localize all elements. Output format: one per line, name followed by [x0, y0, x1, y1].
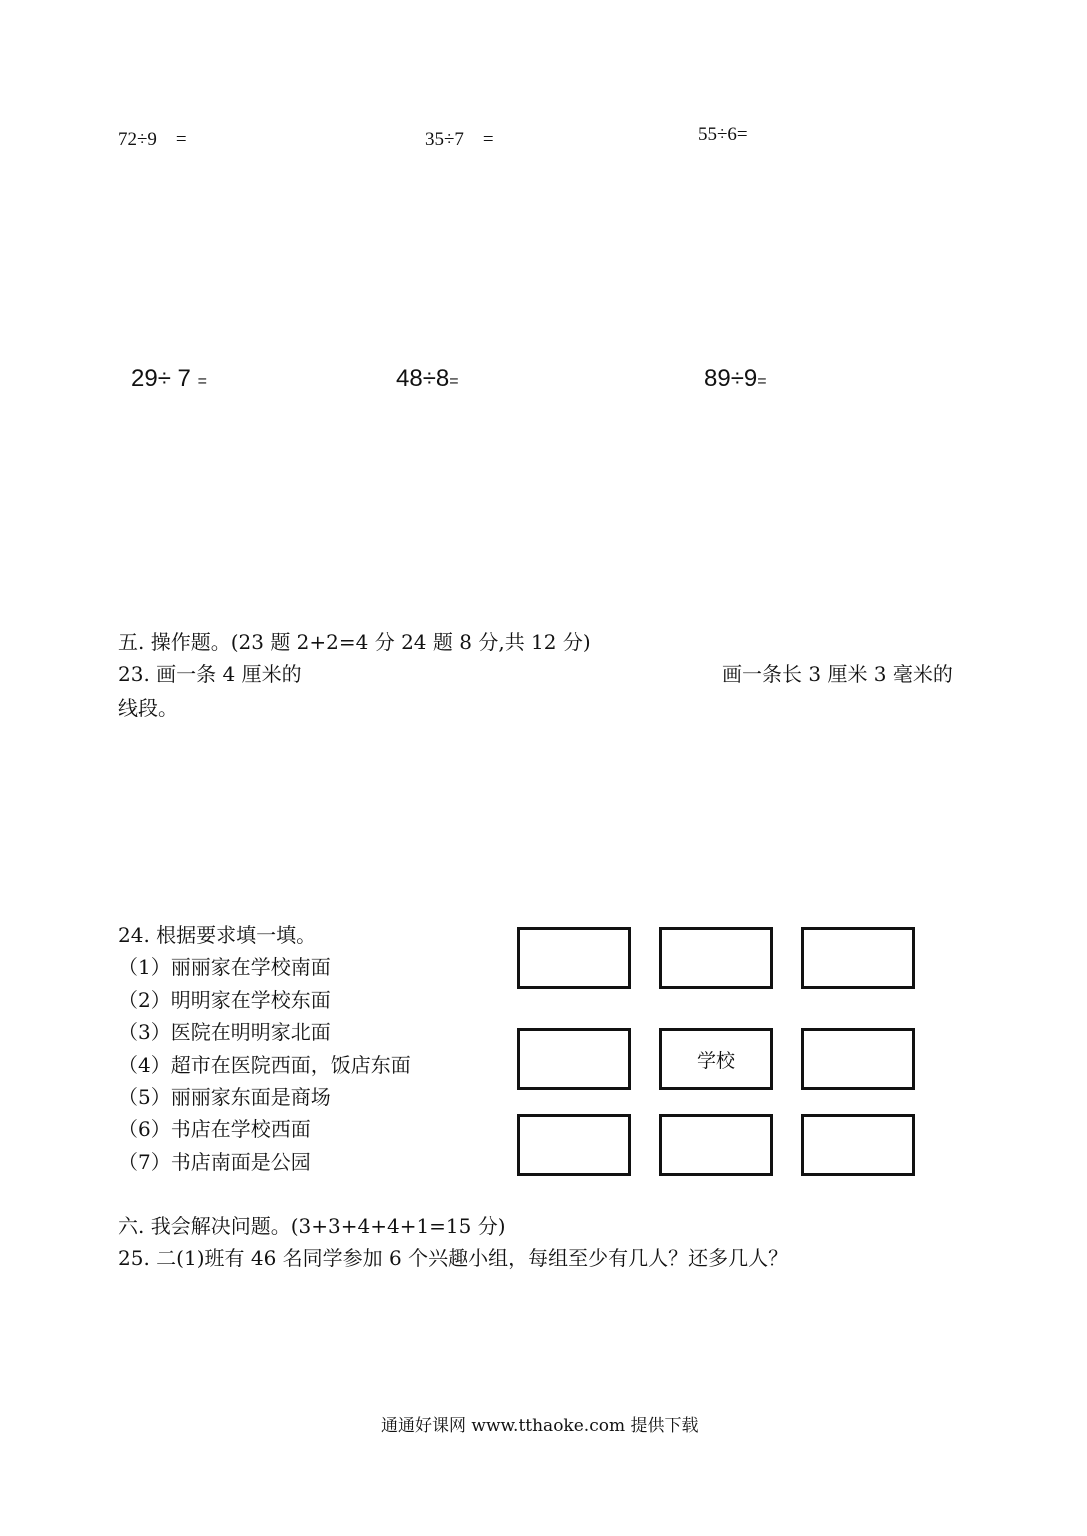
- grid-box-empty[interactable]: [801, 1114, 915, 1176]
- question-24-item: （2）明明家在学校东面: [118, 988, 331, 1012]
- section-6-heading: 六. 我会解决问题。(3+3+4+4+1=15 分): [118, 1214, 506, 1238]
- question-24-item: （6）书店在学校西面: [118, 1117, 311, 1141]
- calc-expression-text: 89÷9: [704, 365, 758, 392]
- grid-box-empty[interactable]: [517, 1028, 631, 1090]
- calc-expression-text: 48÷8: [396, 365, 450, 392]
- question-23-right: 画一条长 3 厘米 3 毫米的: [722, 662, 953, 686]
- question-24-item: （1）丽丽家在学校南面: [118, 955, 331, 979]
- grid-box-empty[interactable]: [801, 927, 915, 989]
- question-25: 25. 二(1)班有 46 名同学参加 6 个兴趣小组，每组至少有几人？还多几人？: [118, 1246, 789, 1270]
- grid-box-empty[interactable]: [801, 1028, 915, 1090]
- calc-expression: 55÷6=: [698, 124, 748, 145]
- equals-sign: =: [197, 373, 207, 390]
- question-24-item: （7）书店南面是公园: [118, 1150, 311, 1174]
- grid-box-empty[interactable]: [659, 927, 773, 989]
- calc-expression: 35÷7 =: [425, 129, 494, 150]
- calc-expression: [131, 365, 207, 393]
- question-24-item: （5）丽丽家东面是商场: [118, 1085, 331, 1109]
- calc-expression-text: 29÷ 7: [131, 365, 191, 392]
- footer-text: 通通好课网 www.tthaoke.com 提供下载: [381, 1416, 699, 1436]
- grid-box-empty[interactable]: [517, 1114, 631, 1176]
- question-23-line2: 线段。: [118, 696, 178, 720]
- question-23-left: 23. 画一条 4 厘米的: [118, 662, 302, 686]
- grid-box-school: [659, 1028, 773, 1090]
- calc-expression: [396, 365, 459, 393]
- school-label: 学校: [696, 1049, 735, 1072]
- equals-sign: =: [757, 373, 767, 390]
- grid-box-empty[interactable]: [517, 927, 631, 989]
- calc-expression: 72÷9 =: [118, 129, 187, 150]
- grid-box-empty[interactable]: [659, 1114, 773, 1176]
- question-24-title: 24. 根据要求填一填。: [118, 923, 317, 947]
- question-24-item: （4）超市在医院西面，饭店东面: [118, 1053, 411, 1077]
- equals-sign: =: [449, 373, 459, 390]
- question-24-item: （3）医院在明明家北面: [118, 1020, 331, 1044]
- section-5-heading: 五. 操作题。(23 题 2+2=4 分 24 题 8 分,共 12 分): [118, 630, 591, 654]
- calc-expression: [704, 365, 767, 393]
